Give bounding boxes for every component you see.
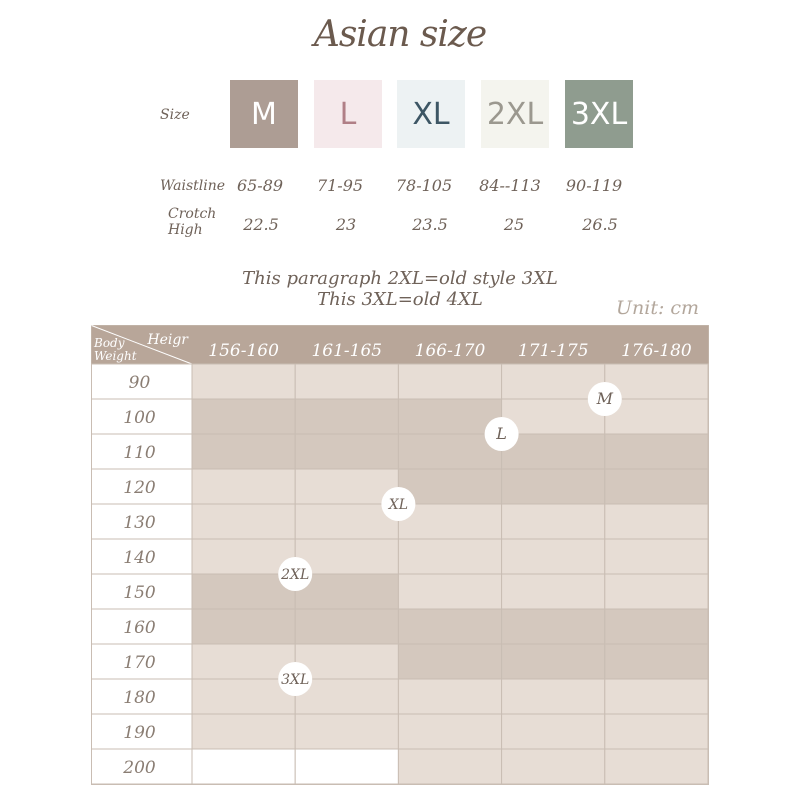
table-cell	[295, 749, 398, 784]
row-header: 120	[123, 478, 156, 498]
table-cell	[398, 364, 501, 399]
waistline-label: Waistline	[160, 178, 226, 194]
table-cell	[502, 504, 605, 539]
crotch-value: 25	[503, 215, 525, 234]
row-header: 150	[123, 583, 156, 603]
crotch-label-line2: High	[168, 222, 203, 238]
size-row-label: Size	[160, 107, 190, 123]
waistline-value: 84--113	[479, 176, 541, 195]
size-tile-label: XL	[412, 96, 450, 132]
waistline-value: 71-95	[316, 176, 364, 195]
size-marker-label: M	[596, 389, 613, 408]
size-tile-l	[314, 80, 382, 148]
column-header: 156-160	[208, 341, 279, 361]
row-header: 160	[123, 618, 156, 638]
table-cell	[502, 644, 605, 679]
crotch-value: 23	[335, 215, 357, 234]
table-cell	[295, 714, 398, 749]
size-marker-label: XL	[388, 497, 409, 513]
table-cell	[605, 679, 708, 714]
table-cell	[502, 714, 605, 749]
table-cell	[295, 609, 398, 644]
size-chart-table	[91, 325, 709, 787]
column-header: 161-165	[311, 341, 383, 361]
crotch-value: 22.5	[243, 215, 279, 234]
table-cell	[192, 364, 295, 399]
crotch-value: 23.5	[412, 215, 448, 234]
corner-label-body: Body	[94, 336, 125, 350]
table-cell	[502, 469, 605, 504]
size-tile-2xl	[481, 80, 549, 148]
table-cell	[192, 609, 295, 644]
table-cell	[295, 434, 398, 469]
table-cell	[502, 749, 605, 784]
column-header: 171-175	[517, 341, 589, 361]
column-header: 166-170	[414, 341, 486, 361]
size-tile-label: 2XL	[486, 96, 544, 132]
table-cell	[502, 679, 605, 714]
size-tile-label: 3XL	[570, 96, 628, 132]
row-header: 170	[123, 653, 156, 673]
size-tile-m	[230, 80, 298, 148]
row-header: 140	[123, 548, 156, 568]
crotch-value: 26.5	[582, 215, 618, 234]
table-cell	[398, 679, 501, 714]
table-cell	[192, 434, 295, 469]
table-cell	[295, 364, 398, 399]
size-marker-label: 2XL	[281, 567, 310, 583]
row-header: 180	[123, 688, 156, 708]
page-title: Asian size	[313, 14, 487, 55]
table-cell	[192, 749, 295, 784]
waistline-value: 90-119	[565, 176, 623, 195]
crotch-label-line1: Crotch	[168, 206, 217, 222]
row-header: 130	[123, 513, 156, 533]
table-cell	[192, 714, 295, 749]
row-header: 200	[123, 758, 156, 778]
table-cell	[605, 469, 708, 504]
waistline-value: 78-105	[395, 176, 453, 195]
table-cell	[398, 644, 501, 679]
table-cell	[398, 609, 501, 644]
corner-label-weight: Weight	[94, 349, 137, 363]
table-cell	[605, 714, 708, 749]
table-cell	[192, 469, 295, 504]
table-cell	[398, 574, 501, 609]
table-cell	[398, 749, 501, 784]
table-cell	[605, 609, 708, 644]
table-cell	[192, 504, 295, 539]
row-header: 110	[123, 443, 156, 463]
table-cell	[502, 539, 605, 574]
size-marker-label: L	[496, 424, 507, 443]
size-tile-label: M	[251, 96, 277, 132]
table-cell	[398, 714, 501, 749]
corner-label-height: Heigr	[147, 332, 188, 348]
table-cell	[605, 749, 708, 784]
table-cell	[502, 574, 605, 609]
table-cell	[605, 574, 708, 609]
table-cell	[398, 539, 501, 574]
table-cell	[605, 434, 708, 469]
size-marker-label: 3XL	[281, 672, 310, 688]
column-header: 176-180	[621, 341, 692, 361]
table-cell	[192, 399, 295, 434]
size-tile-3xl	[565, 80, 633, 148]
size-tile-label: L	[339, 96, 357, 132]
unit-label: Unit: cm	[616, 297, 700, 319]
table-cell	[605, 539, 708, 574]
row-header: 90	[128, 373, 151, 393]
table-cell	[502, 609, 605, 644]
table-cell	[605, 504, 708, 539]
waistline-value: 65-89	[236, 176, 284, 195]
table-cell	[605, 644, 708, 679]
table-cell	[295, 399, 398, 434]
note-line-2: This 3XL=old 4XL	[317, 289, 483, 310]
note-line-1: This paragraph 2XL=old style 3XL	[242, 268, 558, 289]
size-tile-xl	[397, 80, 465, 148]
row-header: 190	[123, 723, 156, 743]
row-header: 100	[123, 408, 156, 428]
